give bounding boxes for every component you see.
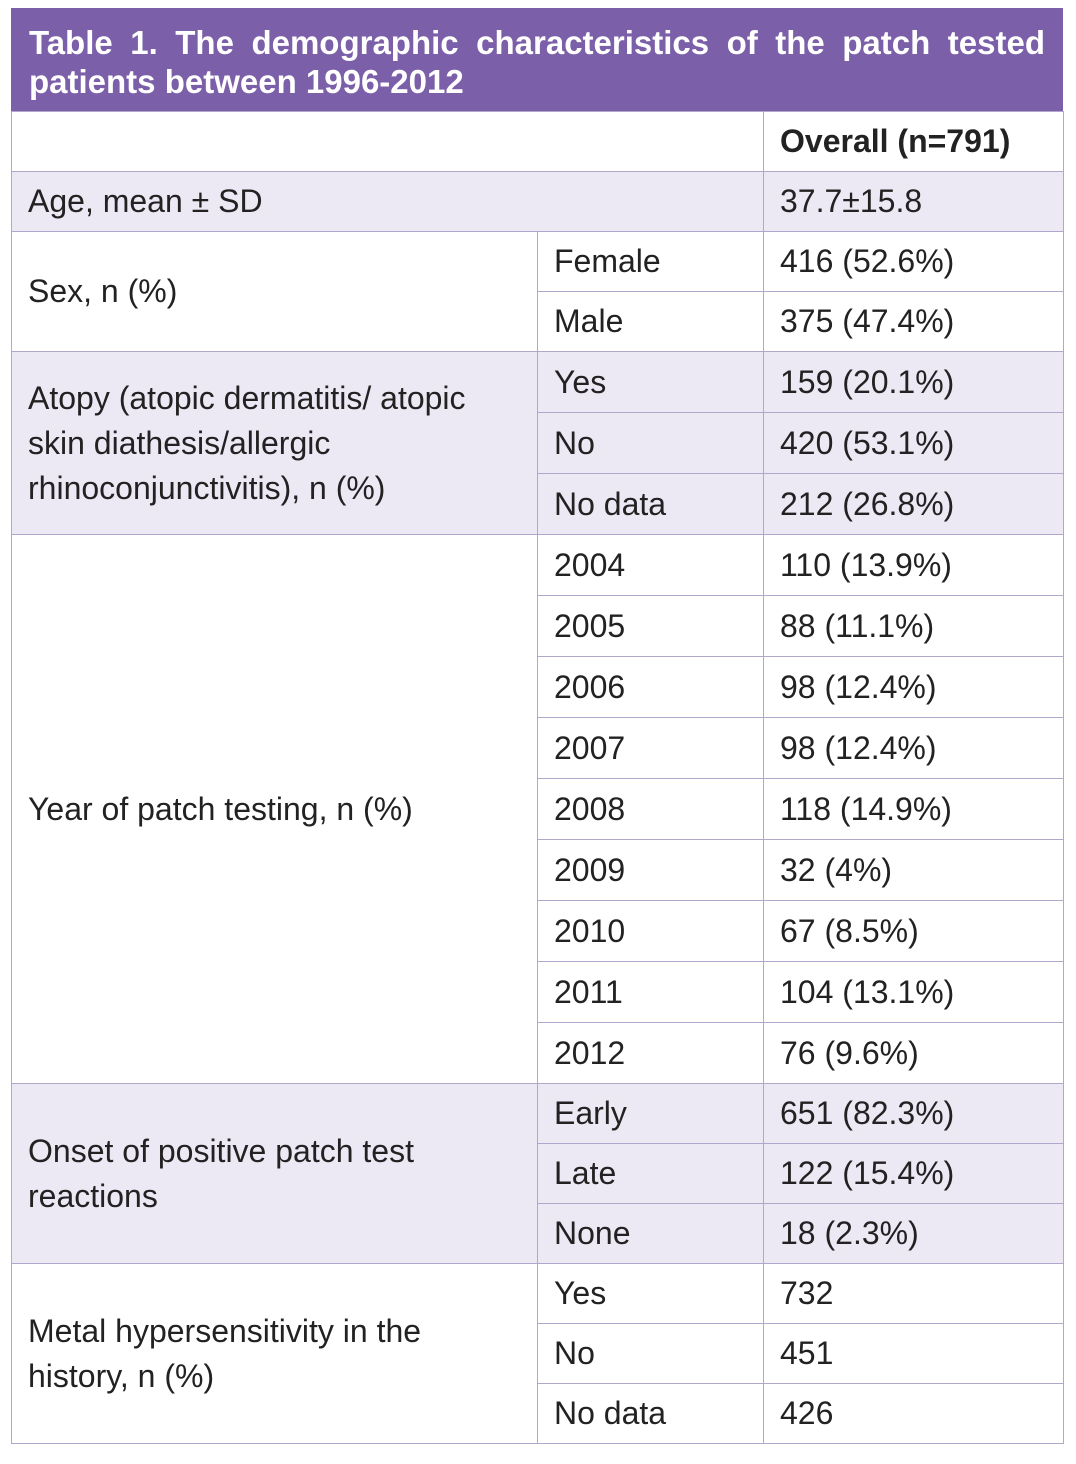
row-sublabel: 2011 [538, 962, 764, 1023]
row-value: 420 (53.1%) [764, 413, 1064, 474]
row-value: 98 (12.4%) [764, 718, 1064, 779]
row-sublabel: 2007 [538, 718, 764, 779]
row-value: 98 (12.4%) [764, 657, 1064, 718]
row-sublabel: None [538, 1204, 764, 1264]
row-sublabel: 2005 [538, 596, 764, 657]
table-row [12, 1264, 1064, 1324]
group-label: Onset of positive patch test reactions [12, 1084, 538, 1264]
row-value: 37.7±15.8 [764, 172, 1064, 232]
row-sublabel: Yes [538, 352, 764, 413]
row-sublabel: Late [538, 1144, 764, 1204]
demographics-table [11, 111, 1064, 1444]
table-row [12, 535, 1064, 596]
row-value: 32 (4%) [764, 840, 1064, 901]
table-title: Table 1. The demographic characteristics of the patch tested patients between 1996-2012 [11, 8, 1063, 111]
group-label: Sex, n (%) [12, 232, 538, 352]
table-row [12, 172, 1064, 232]
row-sublabel: Yes [538, 1264, 764, 1324]
row-value: 76 (9.6%) [764, 1023, 1064, 1084]
row-value: 110 (13.9%) [764, 535, 1064, 596]
row-value: 18 (2.3%) [764, 1204, 1064, 1264]
table-row [12, 232, 1064, 292]
header-row [12, 112, 1064, 172]
row-value: 451 [764, 1324, 1064, 1384]
row-sublabel: 2012 [538, 1023, 764, 1084]
table-row [12, 1084, 1064, 1144]
row-label: Age, mean ± SD [12, 172, 764, 232]
table-container [11, 8, 1063, 1444]
table-row [12, 352, 1064, 413]
header-overall: Overall (n=791) [764, 112, 1064, 172]
row-value: 122 (15.4%) [764, 1144, 1064, 1204]
row-value: 118 (14.9%) [764, 779, 1064, 840]
group-label: Atopy (atopic dermatitis/ atopic skin diathesis/allergic rhinoconjunctivitis), n (%) [12, 352, 538, 535]
row-sublabel: 2010 [538, 901, 764, 962]
header-empty-cell [12, 112, 764, 172]
row-sublabel: No data [538, 474, 764, 535]
row-sublabel: Male [538, 292, 764, 352]
row-value: 88 (11.1%) [764, 596, 1064, 657]
row-value: 375 (47.4%) [764, 292, 1064, 352]
group-label: Year of patch testing, n (%) [12, 535, 538, 1084]
row-sublabel: No [538, 413, 764, 474]
row-value: 159 (20.1%) [764, 352, 1064, 413]
row-sublabel: 2004 [538, 535, 764, 596]
row-sublabel: 2008 [538, 779, 764, 840]
row-value: 212 (26.8%) [764, 474, 1064, 535]
row-value: 651 (82.3%) [764, 1084, 1064, 1144]
row-sublabel: 2009 [538, 840, 764, 901]
row-value: 426 [764, 1384, 1064, 1444]
row-value: 732 [764, 1264, 1064, 1324]
row-sublabel: No data [538, 1384, 764, 1444]
group-label: Metal hypersensitivity in the history, n (%) [12, 1264, 538, 1444]
row-sublabel: Early [538, 1084, 764, 1144]
row-value: 416 (52.6%) [764, 232, 1064, 292]
row-sublabel: Female [538, 232, 764, 292]
row-sublabel: No [538, 1324, 764, 1384]
row-sublabel: 2006 [538, 657, 764, 718]
row-value: 104 (13.1%) [764, 962, 1064, 1023]
row-value: 67 (8.5%) [764, 901, 1064, 962]
